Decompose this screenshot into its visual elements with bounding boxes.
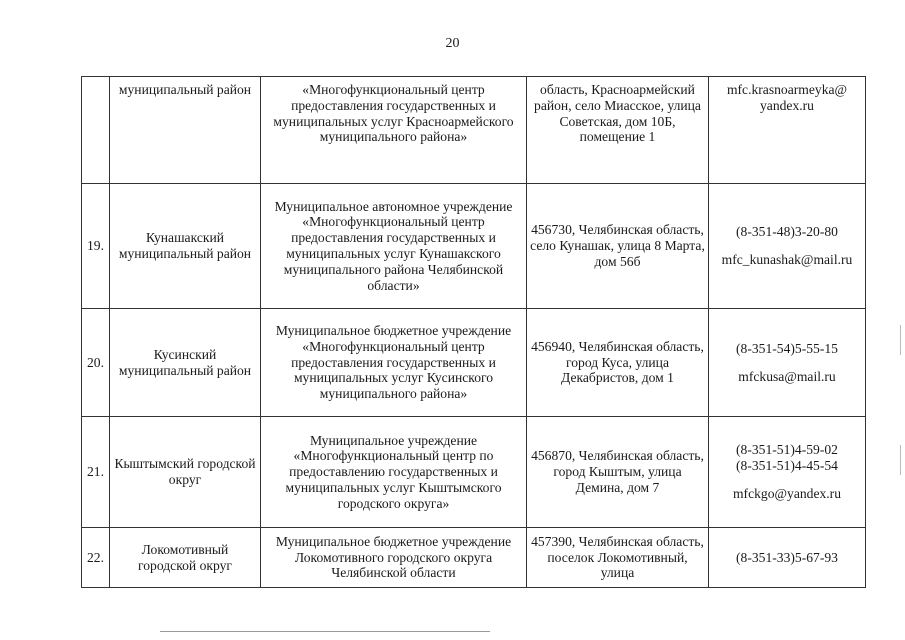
table-row xyxy=(82,528,866,588)
scan-artifact-mark xyxy=(900,445,901,475)
organization-cell: «Многофункциональный центр предоставления государственных и муниципальных услуг Красноармейского муниципального района» xyxy=(261,77,527,184)
scan-artifact-mark xyxy=(900,325,901,355)
row-number: 21. xyxy=(82,417,110,528)
address-cell: область, Красноармейский район, село Миасское, улица Советская, дом 10Б, помещение 1 xyxy=(527,77,709,184)
organization-cell: Муниципальное бюджетное учреждение Локомотивного городского округа Челябинской области xyxy=(261,528,527,588)
district-cell: Кусинский муниципальный район xyxy=(110,309,261,417)
contact-cell xyxy=(709,77,866,184)
mfc-table xyxy=(81,76,866,588)
district-cell: муниципальный район xyxy=(110,77,261,184)
table-row xyxy=(82,77,866,184)
phone-number: (8-351-51)4-45-54 xyxy=(736,458,838,474)
table-row xyxy=(82,309,866,417)
phone-number: (8-351-48)3-20-80 xyxy=(736,224,838,240)
address-cell: 456940, Челябинская область, город Куса, улица Декабристов, дом 1 xyxy=(527,309,709,417)
district-cell: Кыштымский городской округ xyxy=(110,417,261,528)
scan-artifact-line xyxy=(160,631,490,632)
address-cell: 456870, Челябинская область, город Кыштым, улица Демина, дом 7 xyxy=(527,417,709,528)
row-number xyxy=(82,77,110,184)
district-cell: Локомотивный городской округ xyxy=(110,528,261,588)
phone-number: (8-351-54)5-55-15 xyxy=(736,340,838,356)
phone-number: (8-351-51)4-59-02 xyxy=(736,442,838,458)
row-number: 22. xyxy=(82,528,110,588)
address-cell: 456730, Челябинская область, село Кунашак, улица 8 Марта, дом 56б xyxy=(527,184,709,309)
contact-cell xyxy=(709,184,866,309)
row-number: 20. xyxy=(82,309,110,417)
email-address: mfc_kunashak@mail.ru xyxy=(721,252,853,267)
table-row xyxy=(82,417,866,528)
row-number: 19. xyxy=(82,184,110,309)
email-address: mfc.krasnoarmeyka@ yandex.ru xyxy=(726,82,848,113)
email-address: mfckgo@yandex.ru xyxy=(732,485,842,501)
contact-cell xyxy=(709,528,866,588)
phone-number: (8-351-33)5-67-93 xyxy=(736,549,838,565)
table-row xyxy=(82,184,866,309)
organization-cell: Муниципальное бюджетное учреждение «Многофункциональный центр предоставления государственных и муниципальных услуг Кусинского муниципального района» xyxy=(261,309,527,417)
organization-cell: Муниципальное учреждение «Многофункциональный центр по предоставлению государственных и муниципальных услуг Кыштымского городского округа» xyxy=(261,417,527,528)
page-number: 20 xyxy=(445,36,460,51)
contact-cell xyxy=(709,309,866,417)
address-cell: 457390, Челябинская область, поселок Локомотивный, улица xyxy=(527,528,709,588)
organization-cell: Муниципальное автономное учреждение «Многофункциональный центр предоставления государственных и муниципальных услуг Кунашакского муниципального района Челябинской области» xyxy=(261,184,527,309)
district-cell: Кунашакский муниципальный район xyxy=(110,184,261,309)
email-address: mfckusa@mail.ru xyxy=(738,368,836,384)
contact-cell xyxy=(709,417,866,528)
